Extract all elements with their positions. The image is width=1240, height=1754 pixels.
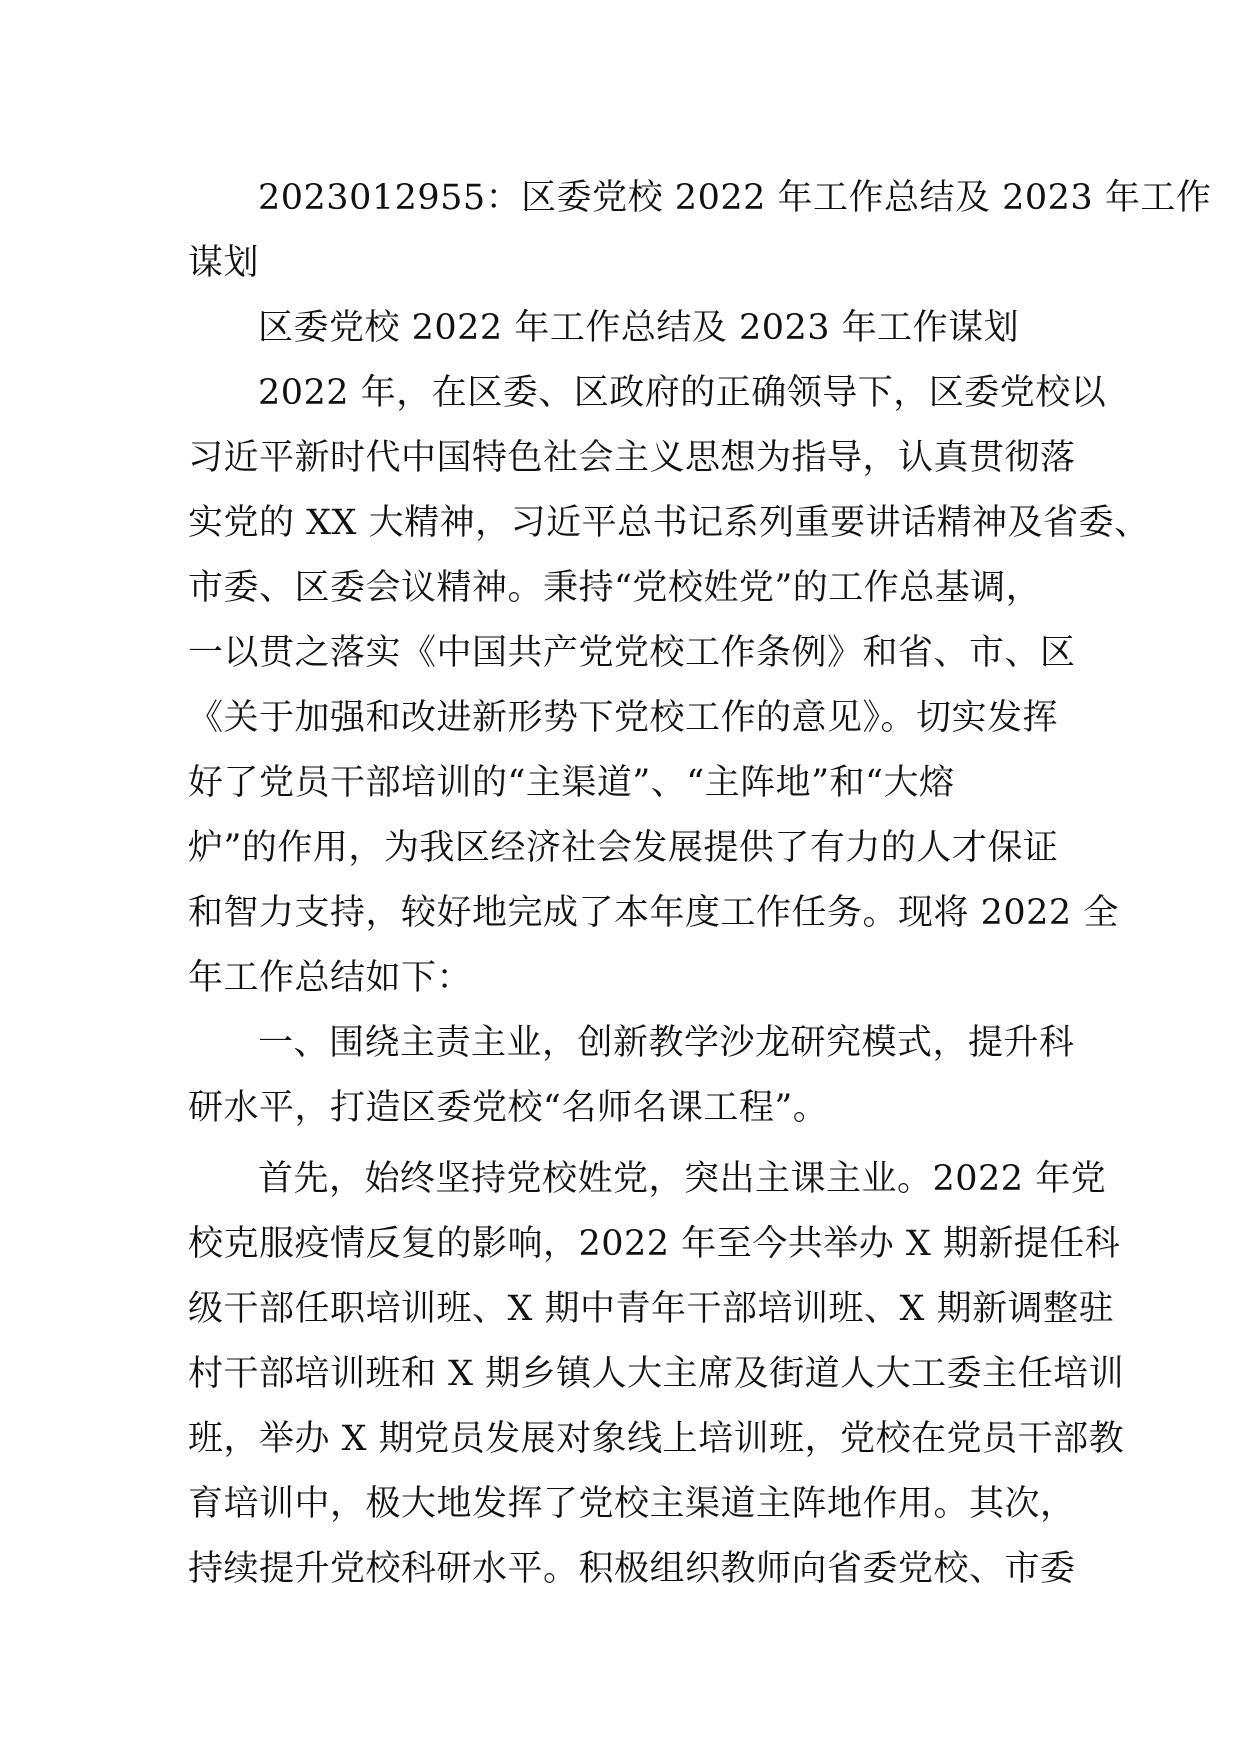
paragraph-1-line-5: 一以贯之落实《中国共产党党校工作条例》和省、市、区 [188, 633, 1076, 673]
paragraph-1-line-3: 实党的 XX 大精神，习近平总书记系列重要讲话精神及省委、 [188, 503, 1150, 543]
paragraph-1-line-1: 2022 年，在区委、区政府的正确领导下，区委党校以 [258, 373, 1107, 413]
paragraph-1-line-6: 《关于加强和改进新形势下党校工作的意见》。切实发挥 [188, 698, 1059, 738]
paragraph-2-line-6: 育培训中，极大地发挥了党校主渠道主阵地作用。其次， [188, 1484, 1076, 1524]
paragraph-1-line-8: 炉”的作用，为我区经济社会发展提供了有力的人才保证 [188, 828, 1059, 868]
doc-subtitle: 区委党校 2022 年工作总结及 2023 年工作谋划 [258, 308, 1020, 348]
paragraph-1-line-2: 习近平新时代中国特色社会主义思想为指导，认真贯彻落 [188, 438, 1076, 478]
doc-title-line-1: 2023012955：区委党校 2022 年工作总结及 2023 年工作 [258, 178, 1212, 218]
document-body [188, 166, 1212, 1602]
doc-title-line-2: 谋划 [188, 243, 260, 283]
paragraph-2-line-5: 班，举办 X 期党员发展对象线上培训班，党校在党员干部教 [188, 1419, 1125, 1459]
paragraph-2-line-3: 级干部任职培训班、X 期中青年干部培训班、X 期新调整驻 [188, 1289, 1115, 1329]
paragraph-1-line-4: 市委、区委会议精神。秉持“党校姓党”的工作总基调， [188, 568, 1042, 608]
paragraph-2-line-1: 首先，始终坚持党校姓党，突出主课主业。2022 年党 [258, 1159, 1107, 1199]
paragraph-2-line-4: 村干部培训班和 X 期乡镇人大主席及街道人大工委主任培训 [188, 1354, 1125, 1394]
paragraph-2-line-2: 校克服疫情反复的影响，2022 年至今共举办 X 期新提任科 [188, 1224, 1121, 1264]
section-heading-line-2: 研水平，打造区委党校“名师名课工程”。 [188, 1088, 829, 1128]
paragraph-1-line-9: 和智力支持，较好地完成了本年度工作任务。现将 2022 全 [188, 893, 1119, 933]
paragraph-1-line-10: 年工作总结如下： [188, 958, 473, 998]
section-heading-line-1: 一、围绕主责主业，创新教学沙龙研究模式，提升科 [258, 1023, 1075, 1063]
paragraph-2-line-7: 持续提升党校科研水平。积极组织教师向省委党校、市委 [188, 1549, 1076, 1589]
paragraph-1-line-7: 好了党员干部培训的“主渠道”、“主阵地”和“大熔 [188, 763, 955, 803]
